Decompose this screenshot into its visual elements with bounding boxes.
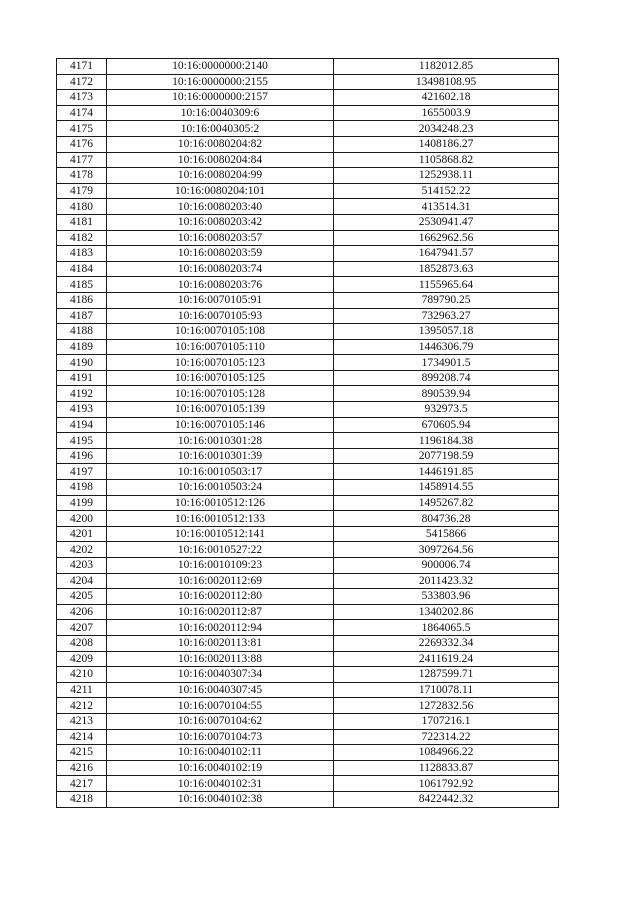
cadastral-number-cell: 10:16:0070104:73 <box>107 729 334 745</box>
row-number-cell: 4198 <box>57 480 107 496</box>
cadastral-number-cell: 10:16:0020112:87 <box>107 604 334 620</box>
row-number-cell: 4177 <box>57 152 107 168</box>
value-cell: 1395057.18 <box>334 324 559 340</box>
value-cell: 2011423.32 <box>334 573 559 589</box>
value-cell: 804736.28 <box>334 511 559 527</box>
row-number-cell: 4174 <box>57 105 107 121</box>
row-number-cell: 4188 <box>57 324 107 340</box>
value-cell: 932973.5 <box>334 402 559 418</box>
value-cell: 1287599.71 <box>334 667 559 683</box>
table-row <box>57 214 559 230</box>
cadastral-number-cell: 10:16:0000000:2157 <box>107 90 334 106</box>
cadastral-number-cell: 10:16:0040309:6 <box>107 105 334 121</box>
value-cell: 899208.74 <box>334 370 559 386</box>
table-row <box>57 620 559 636</box>
value-cell: 1084966.22 <box>334 745 559 761</box>
row-number-cell: 4173 <box>57 90 107 106</box>
row-number-cell: 4204 <box>57 573 107 589</box>
row-number-cell: 4215 <box>57 745 107 761</box>
row-number-cell: 4201 <box>57 526 107 542</box>
value-cell: 2269332.34 <box>334 635 559 651</box>
row-number-cell: 4179 <box>57 183 107 199</box>
cadastral-number-cell: 10:16:0070105:93 <box>107 308 334 324</box>
value-cell: 2530941.47 <box>334 214 559 230</box>
table-row <box>57 526 559 542</box>
value-cell: 2034248.23 <box>334 121 559 137</box>
table-row <box>57 667 559 683</box>
cadastral-number-cell: 10:16:0040307:34 <box>107 667 334 683</box>
cadastral-number-cell: 10:16:0010527:22 <box>107 542 334 558</box>
row-number-cell: 4205 <box>57 589 107 605</box>
cadastral-number-cell: 10:16:0070105:91 <box>107 292 334 308</box>
cadastral-number-cell: 10:16:0070104:55 <box>107 698 334 714</box>
table-row <box>57 74 559 90</box>
table-row <box>57 682 559 698</box>
value-cell: 8422442.32 <box>334 791 559 807</box>
table-row <box>57 791 559 807</box>
row-number-cell: 4209 <box>57 651 107 667</box>
cadastral-number-cell: 10:16:0070105:139 <box>107 402 334 418</box>
table-row <box>57 199 559 215</box>
table-row <box>57 105 559 121</box>
row-number-cell: 4216 <box>57 760 107 776</box>
value-cell: 421602.18 <box>334 90 559 106</box>
value-cell: 1272832.56 <box>334 698 559 714</box>
row-number-cell: 4193 <box>57 402 107 418</box>
table-row <box>57 448 559 464</box>
table-row <box>57 386 559 402</box>
value-cell: 890539.94 <box>334 386 559 402</box>
value-cell: 1446306.79 <box>334 339 559 355</box>
row-number-cell: 4186 <box>57 292 107 308</box>
cadastral-number-cell: 10:16:0040102:11 <box>107 745 334 761</box>
table-row <box>57 698 559 714</box>
row-number-cell: 4197 <box>57 464 107 480</box>
row-number-cell: 4211 <box>57 682 107 698</box>
cadastral-number-cell: 10:16:0020112:80 <box>107 589 334 605</box>
table-row <box>57 480 559 496</box>
cadastral-number-cell: 10:16:0070105:125 <box>107 370 334 386</box>
cadastral-number-cell: 10:16:0000000:2140 <box>107 59 334 75</box>
cadastral-number-cell: 10:16:0010503:17 <box>107 464 334 480</box>
cadastral-number-cell: 10:16:0020112:94 <box>107 620 334 636</box>
cadastral-number-cell: 10:16:0040102:19 <box>107 760 334 776</box>
row-number-cell: 4176 <box>57 136 107 152</box>
cadastral-value-table <box>56 58 559 808</box>
value-cell: 900006.74 <box>334 558 559 574</box>
table-row <box>57 121 559 137</box>
row-number-cell: 4218 <box>57 791 107 807</box>
value-cell: 3097264.56 <box>334 542 559 558</box>
table-row <box>57 261 559 277</box>
value-cell: 1196184.38 <box>334 433 559 449</box>
value-cell: 732963.27 <box>334 308 559 324</box>
table-body <box>57 59 559 808</box>
row-number-cell: 4212 <box>57 698 107 714</box>
table-row <box>57 168 559 184</box>
cadastral-number-cell: 10:16:0080203:40 <box>107 199 334 215</box>
cadastral-number-cell: 10:16:0040305:2 <box>107 121 334 137</box>
table-row <box>57 464 559 480</box>
table-row <box>57 558 559 574</box>
value-cell: 1252938.11 <box>334 168 559 184</box>
table-row <box>57 59 559 75</box>
table-row <box>57 745 559 761</box>
table-row <box>57 635 559 651</box>
value-cell: 1662962.56 <box>334 230 559 246</box>
row-number-cell: 4185 <box>57 277 107 293</box>
value-cell: 1458914.55 <box>334 480 559 496</box>
table-row <box>57 417 559 433</box>
table-row <box>57 324 559 340</box>
cadastral-number-cell: 10:16:0080203:76 <box>107 277 334 293</box>
table-row <box>57 370 559 386</box>
value-cell: 533803.96 <box>334 589 559 605</box>
cadastral-number-cell: 10:16:0080203:57 <box>107 230 334 246</box>
cadastral-number-cell: 10:16:0010109:23 <box>107 558 334 574</box>
cadastral-number-cell: 10:16:0020112:69 <box>107 573 334 589</box>
cadastral-number-cell: 10:16:0080203:74 <box>107 261 334 277</box>
cadastral-number-cell: 10:16:0040102:38 <box>107 791 334 807</box>
row-number-cell: 4182 <box>57 230 107 246</box>
cadastral-number-cell: 10:16:0070105:128 <box>107 386 334 402</box>
value-cell: 1105868.82 <box>334 152 559 168</box>
row-number-cell: 4181 <box>57 214 107 230</box>
cadastral-number-cell: 10:16:0040307:45 <box>107 682 334 698</box>
table-row <box>57 729 559 745</box>
cadastral-number-cell: 10:16:0080204:82 <box>107 136 334 152</box>
table-row <box>57 511 559 527</box>
cadastral-number-cell: 10:16:0020113:88 <box>107 651 334 667</box>
cadastral-number-cell: 10:16:0080203:59 <box>107 246 334 262</box>
row-number-cell: 4196 <box>57 448 107 464</box>
row-number-cell: 4214 <box>57 729 107 745</box>
value-cell: 413514.31 <box>334 199 559 215</box>
value-cell: 13498108.95 <box>334 74 559 90</box>
value-cell: 2411619.24 <box>334 651 559 667</box>
row-number-cell: 4189 <box>57 339 107 355</box>
cadastral-number-cell: 10:16:0070105:108 <box>107 324 334 340</box>
table-row <box>57 402 559 418</box>
table-row <box>57 136 559 152</box>
value-cell: 1340202.86 <box>334 604 559 620</box>
table-row <box>57 152 559 168</box>
table-row <box>57 308 559 324</box>
cadastral-number-cell: 10:16:0010301:39 <box>107 448 334 464</box>
row-number-cell: 4190 <box>57 355 107 371</box>
value-cell: 1061792.92 <box>334 776 559 792</box>
cadastral-number-cell: 10:16:0020113:81 <box>107 635 334 651</box>
value-cell: 1495267.82 <box>334 495 559 511</box>
row-number-cell: 4187 <box>57 308 107 324</box>
table-row <box>57 230 559 246</box>
row-number-cell: 4199 <box>57 495 107 511</box>
cadastral-number-cell: 10:16:0010301:28 <box>107 433 334 449</box>
cadastral-number-cell: 10:16:0010512:141 <box>107 526 334 542</box>
row-number-cell: 4200 <box>57 511 107 527</box>
table-row <box>57 542 559 558</box>
row-number-cell: 4210 <box>57 667 107 683</box>
table-row <box>57 246 559 262</box>
value-cell: 1647941.57 <box>334 246 559 262</box>
value-cell: 670605.94 <box>334 417 559 433</box>
row-number-cell: 4213 <box>57 713 107 729</box>
row-number-cell: 4208 <box>57 635 107 651</box>
table-row <box>57 433 559 449</box>
table-row <box>57 760 559 776</box>
value-cell: 2077198.59 <box>334 448 559 464</box>
table-row <box>57 90 559 106</box>
table-row <box>57 183 559 199</box>
value-cell: 789790.25 <box>334 292 559 308</box>
value-cell: 1446191.85 <box>334 464 559 480</box>
value-cell: 722314.22 <box>334 729 559 745</box>
value-cell: 1852873.63 <box>334 261 559 277</box>
value-cell: 1182012.85 <box>334 59 559 75</box>
value-cell: 1707216.1 <box>334 713 559 729</box>
table-row <box>57 573 559 589</box>
table-row <box>57 355 559 371</box>
row-number-cell: 4175 <box>57 121 107 137</box>
cadastral-number-cell: 10:16:0010503:24 <box>107 480 334 496</box>
value-cell: 1710078.11 <box>334 682 559 698</box>
row-number-cell: 4172 <box>57 74 107 90</box>
row-number-cell: 4207 <box>57 620 107 636</box>
value-cell: 1655003.9 <box>334 105 559 121</box>
cadastral-number-cell: 10:16:0040102:31 <box>107 776 334 792</box>
value-cell: 1864065.5 <box>334 620 559 636</box>
value-cell: 1408186.27 <box>334 136 559 152</box>
table-row <box>57 495 559 511</box>
table-row <box>57 339 559 355</box>
row-number-cell: 4217 <box>57 776 107 792</box>
value-cell: 514152.22 <box>334 183 559 199</box>
cadastral-number-cell: 10:16:0000000:2155 <box>107 74 334 90</box>
value-cell: 1734901.5 <box>334 355 559 371</box>
cadastral-number-cell: 10:16:0010512:133 <box>107 511 334 527</box>
row-number-cell: 4184 <box>57 261 107 277</box>
value-cell: 5415866 <box>334 526 559 542</box>
cadastral-number-cell: 10:16:0070105:110 <box>107 339 334 355</box>
cadastral-number-cell: 10:16:0070104:62 <box>107 713 334 729</box>
table-row <box>57 776 559 792</box>
table-row <box>57 277 559 293</box>
row-number-cell: 4180 <box>57 199 107 215</box>
row-number-cell: 4203 <box>57 558 107 574</box>
value-cell: 1128833.87 <box>334 760 559 776</box>
cadastral-number-cell: 10:16:0070105:146 <box>107 417 334 433</box>
cadastral-number-cell: 10:16:0080203:42 <box>107 214 334 230</box>
row-number-cell: 4171 <box>57 59 107 75</box>
row-number-cell: 4202 <box>57 542 107 558</box>
row-number-cell: 4195 <box>57 433 107 449</box>
cadastral-number-cell: 10:16:0010512:126 <box>107 495 334 511</box>
row-number-cell: 4191 <box>57 370 107 386</box>
cadastral-number-cell: 10:16:0080204:99 <box>107 168 334 184</box>
value-cell: 1155965.64 <box>334 277 559 293</box>
table-row <box>57 713 559 729</box>
row-number-cell: 4194 <box>57 417 107 433</box>
row-number-cell: 4178 <box>57 168 107 184</box>
cadastral-number-cell: 10:16:0070105:123 <box>107 355 334 371</box>
row-number-cell: 4192 <box>57 386 107 402</box>
table-row <box>57 651 559 667</box>
row-number-cell: 4206 <box>57 604 107 620</box>
table-row <box>57 292 559 308</box>
row-number-cell: 4183 <box>57 246 107 262</box>
cadastral-number-cell: 10:16:0080204:84 <box>107 152 334 168</box>
table-row <box>57 589 559 605</box>
table-row <box>57 604 559 620</box>
cadastral-number-cell: 10:16:0080204:101 <box>107 183 334 199</box>
